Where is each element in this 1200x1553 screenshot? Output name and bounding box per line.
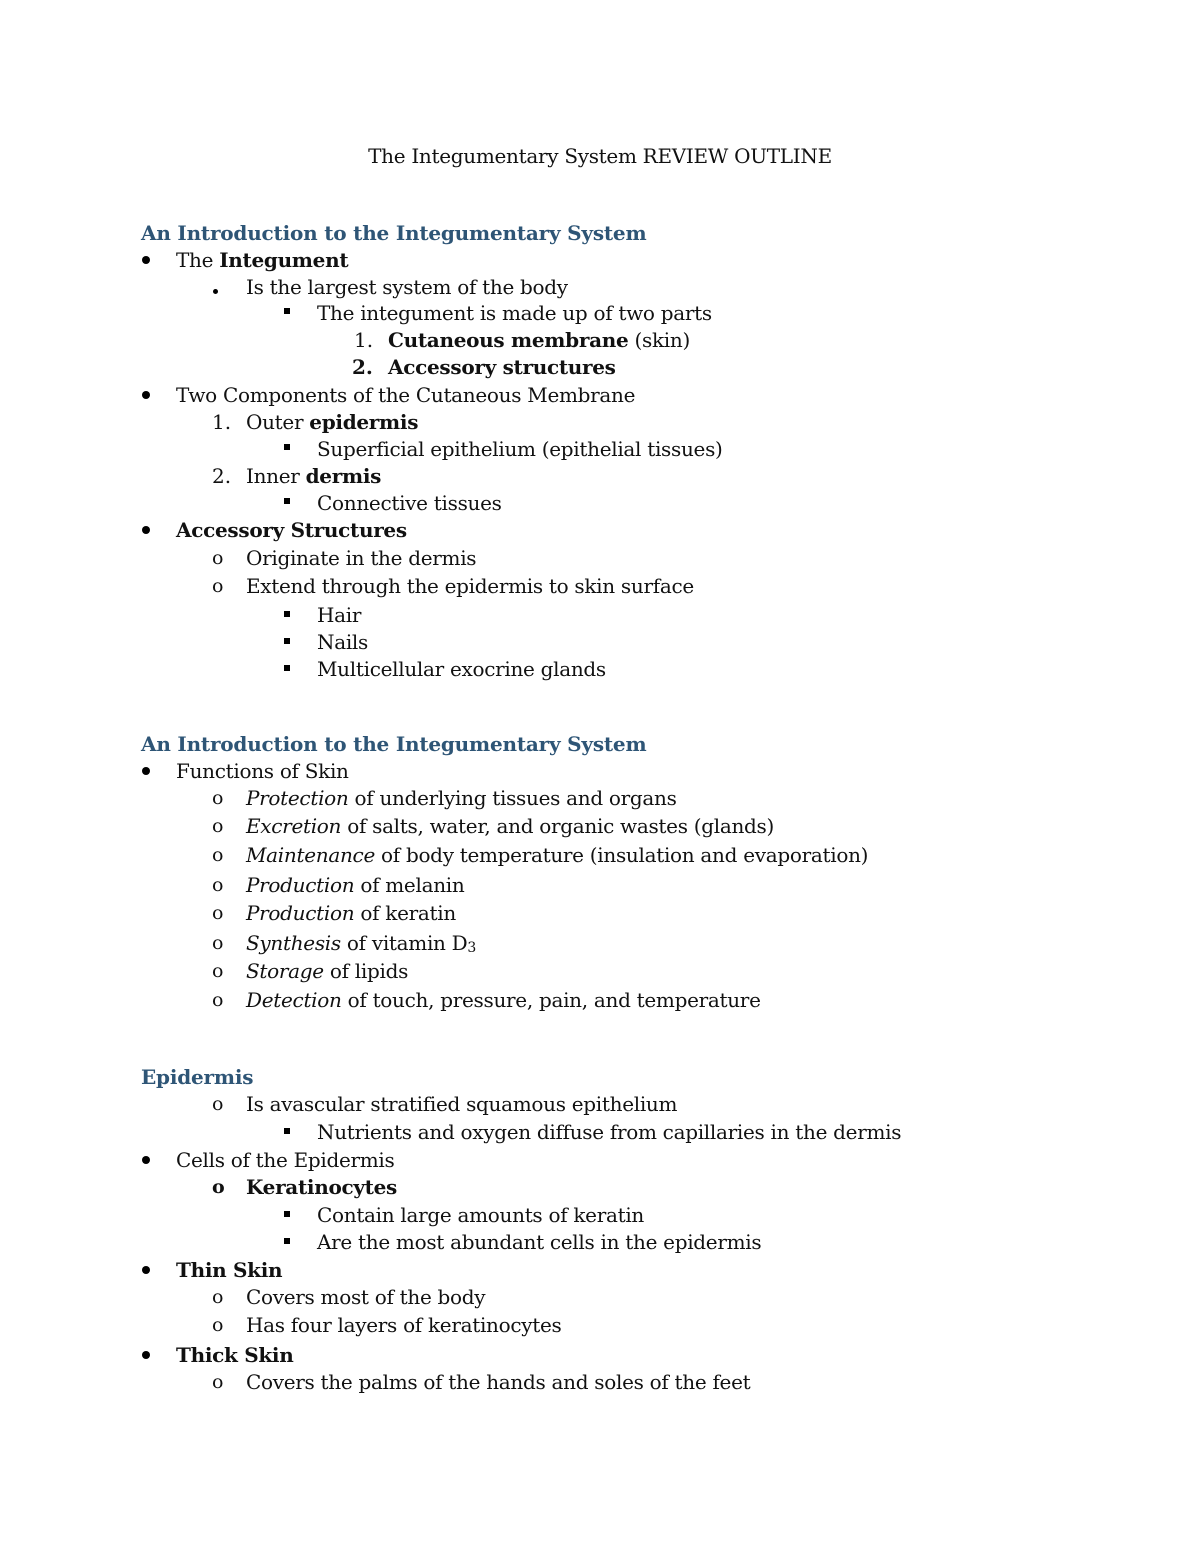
bullet-marker bbox=[142, 526, 150, 534]
document-title: The Integumentary System REVIEW OUTLINE bbox=[368, 144, 832, 168]
bullet-marker bbox=[142, 1266, 150, 1274]
circle-bullet-marker: o bbox=[212, 902, 224, 924]
circle-bullet-marker: o bbox=[212, 1176, 225, 1198]
circle-bullet-marker: o bbox=[212, 1314, 224, 1336]
list-item-thick-skin: Thick Skin bbox=[176, 1343, 294, 1367]
section-heading-intro-1: An Introduction to the Integumentary System bbox=[141, 221, 647, 245]
square-bullet-marker bbox=[284, 638, 290, 644]
function-item: Detection of touch, pressure, pain, and temperature bbox=[246, 988, 761, 1012]
section-heading-intro-2: An Introduction to the Integumentary System bbox=[141, 732, 647, 756]
section-heading-epidermis: Epidermis bbox=[141, 1065, 254, 1089]
list-item-two-parts: The integument is made up of two parts bbox=[317, 301, 712, 325]
list-item-exocrine-glands: Multicellular exocrine glands bbox=[317, 657, 606, 681]
function-item: Production of keratin bbox=[246, 901, 456, 925]
circle-bullet-marker: o bbox=[212, 960, 224, 982]
list-item-superficial-epithelium: Superficial epithelium (epithelial tissues) bbox=[317, 437, 723, 461]
bullet-marker bbox=[213, 289, 218, 294]
circle-bullet-marker: o bbox=[212, 1093, 224, 1115]
circle-bullet-marker: o bbox=[212, 932, 224, 954]
number-marker: 1. bbox=[354, 328, 374, 352]
list-item-avascular: Is avascular stratified squamous epithelium bbox=[246, 1092, 678, 1116]
square-bullet-marker bbox=[284, 308, 290, 314]
circle-bullet-marker: o bbox=[212, 1286, 224, 1308]
circle-bullet-marker: o bbox=[212, 1371, 224, 1393]
list-item-thin-skin: Thin Skin bbox=[176, 1258, 283, 1282]
function-item: Maintenance of body temperature (insulation and evaporation) bbox=[246, 843, 869, 867]
list-item-contain-keratin: Contain large amounts of keratin bbox=[317, 1203, 645, 1227]
list-item-functions-of-skin: Functions of Skin bbox=[176, 759, 349, 783]
list-item-originate-dermis: Originate in the dermis bbox=[246, 546, 477, 570]
list-item-outer-epidermis: Outer epidermis bbox=[246, 410, 419, 434]
list-item-nutrients: Nutrients and oxygen diffuse from capillaries in the dermis bbox=[317, 1120, 902, 1144]
bullet-marker bbox=[142, 256, 150, 264]
function-item: Synthesis of vitamin $D_3$ bbox=[246, 931, 477, 956]
list-item-extend-epidermis: Extend through the epidermis to skin surface bbox=[246, 574, 694, 598]
list-item-accessory-structures-heading: Accessory Structures bbox=[176, 518, 407, 542]
list-item-integument: The Integument bbox=[176, 248, 349, 272]
square-bullet-marker bbox=[284, 665, 290, 671]
list-item-keratinocytes: Keratinocytes bbox=[246, 1175, 398, 1199]
number-marker: 2. bbox=[352, 355, 373, 379]
circle-bullet-marker: o bbox=[212, 787, 224, 809]
list-item-largest-system: Is the largest system of the body bbox=[246, 275, 568, 299]
square-bullet-marker bbox=[284, 1238, 290, 1244]
list-item-cutaneous-membrane: Cutaneous membrane (skin) bbox=[388, 328, 690, 352]
list-item-inner-dermis: Inner dermis bbox=[246, 464, 382, 488]
function-item: Storage of lipids bbox=[246, 959, 409, 983]
list-item-two-components: Two Components of the Cutaneous Membrane bbox=[176, 383, 636, 407]
function-item: Production of melanin bbox=[246, 873, 465, 897]
list-item-palms-soles: Covers the palms of the hands and soles of the feet bbox=[246, 1370, 751, 1394]
circle-bullet-marker: o bbox=[212, 575, 224, 597]
circle-bullet-marker: o bbox=[212, 874, 224, 896]
square-bullet-marker bbox=[284, 1128, 290, 1134]
bullet-marker bbox=[142, 1156, 150, 1164]
list-item-hair: Hair bbox=[317, 603, 362, 627]
circle-bullet-marker: o bbox=[212, 989, 224, 1011]
list-item-four-layers: Has four layers of keratinocytes bbox=[246, 1313, 562, 1337]
function-item: Excretion of salts, water, and organic wastes (glands) bbox=[246, 814, 774, 838]
number-marker: 1. bbox=[212, 410, 232, 434]
list-item-cells-of-epidermis: Cells of the Epidermis bbox=[176, 1148, 395, 1172]
list-item-covers-most: Covers most of the body bbox=[246, 1285, 486, 1309]
number-marker: 2. bbox=[212, 464, 232, 488]
circle-bullet-marker: o bbox=[212, 815, 224, 837]
bullet-marker bbox=[142, 391, 150, 399]
circle-bullet-marker: o bbox=[212, 547, 224, 569]
function-item: Protection of underlying tissues and organs bbox=[246, 786, 677, 810]
bullet-marker bbox=[142, 1351, 150, 1359]
list-item-nails: Nails bbox=[317, 630, 368, 654]
bullet-marker bbox=[142, 767, 150, 775]
square-bullet-marker bbox=[284, 611, 290, 617]
list-item-connective-tissues: Connective tissues bbox=[317, 491, 502, 515]
square-bullet-marker bbox=[284, 1211, 290, 1217]
list-item-most-abundant: Are the most abundant cells in the epidermis bbox=[317, 1230, 762, 1254]
square-bullet-marker bbox=[284, 498, 290, 504]
circle-bullet-marker: o bbox=[212, 844, 224, 866]
square-bullet-marker bbox=[284, 444, 290, 450]
list-item-accessory-structures: Accessory structures bbox=[388, 355, 616, 379]
